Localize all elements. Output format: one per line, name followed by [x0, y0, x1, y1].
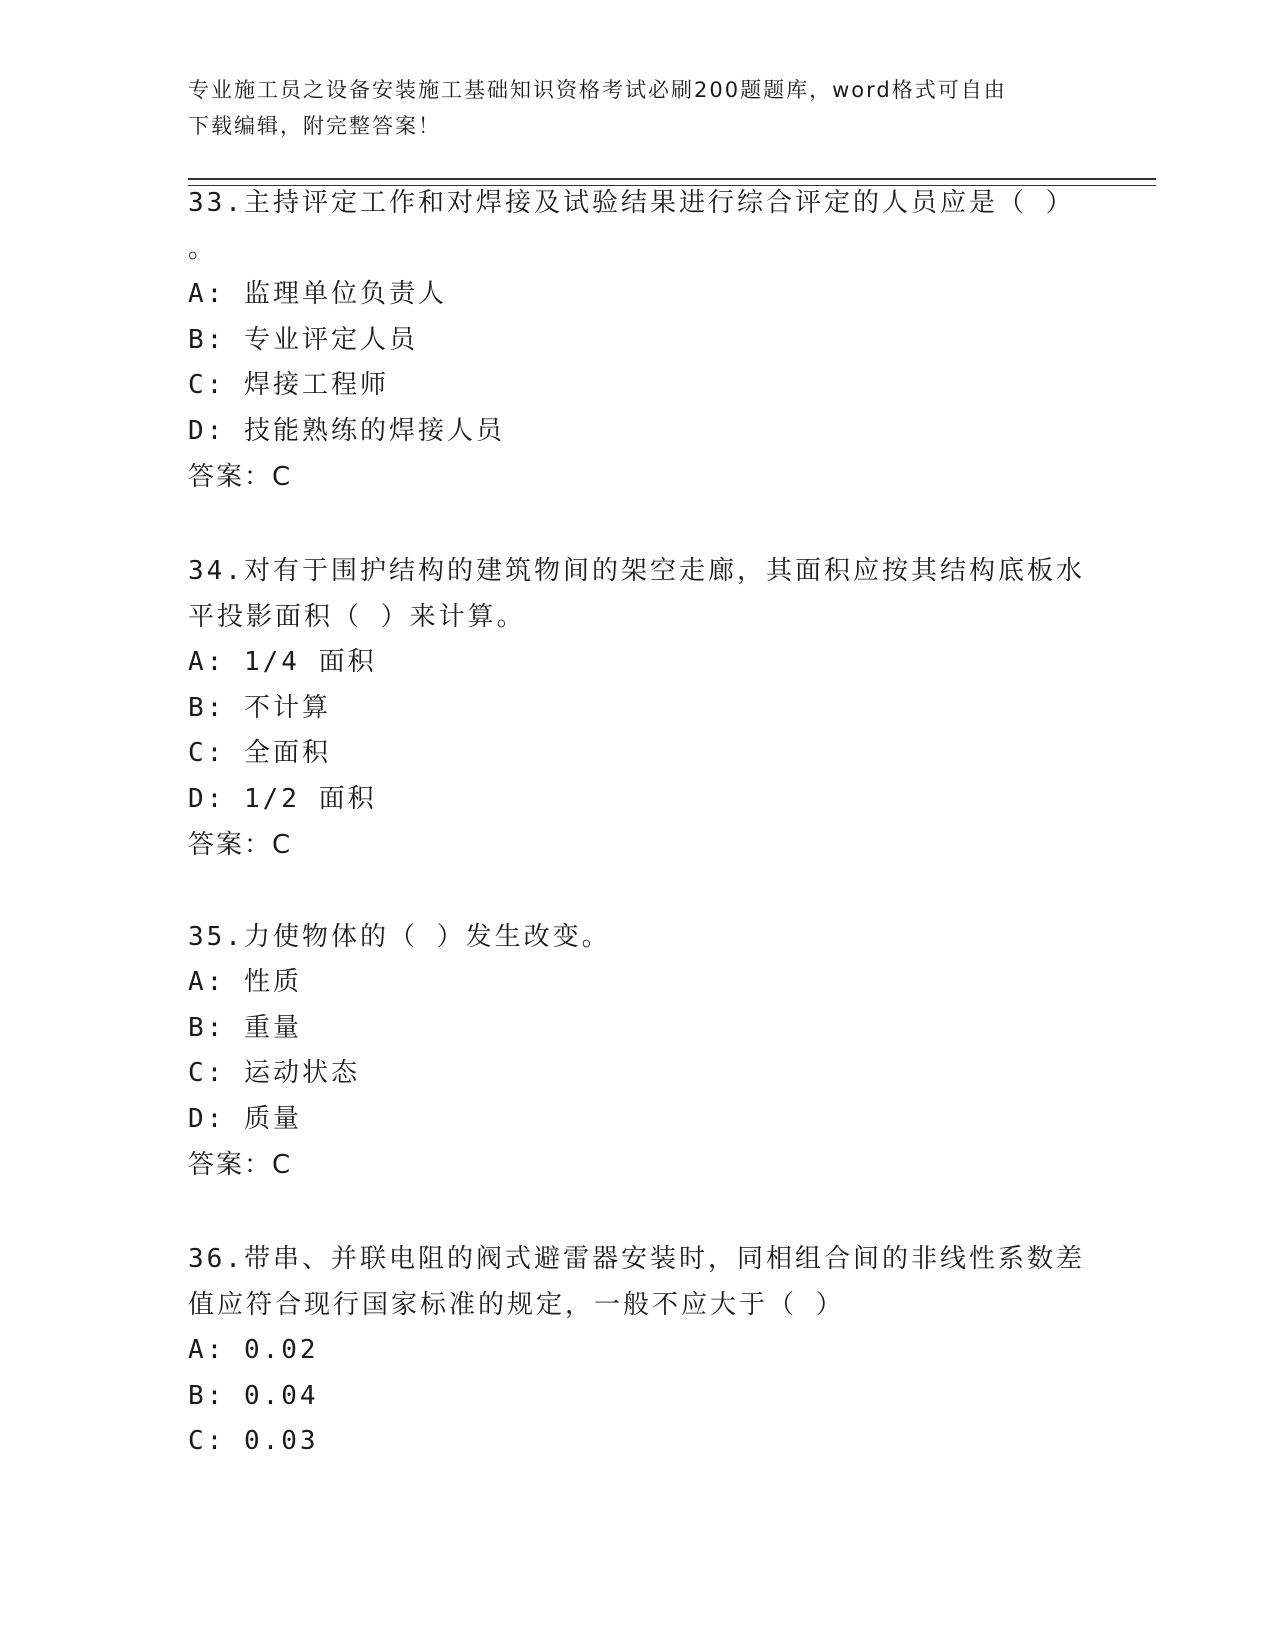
question-text: 35.力使物体的（ ）发生改变。	[188, 922, 611, 952]
answer: 答案：C	[188, 830, 293, 860]
option-a: A: 监理单位负责人	[188, 279, 447, 309]
option-a: A: 性质	[188, 967, 302, 997]
question-text: 。	[188, 234, 218, 264]
question-text: 值应符合现行国家标准的规定，一般不应大于（ ）	[188, 1290, 845, 1320]
document-header	[188, 72, 1088, 144]
header-line-2: 下载编辑，附完整答案！	[188, 114, 441, 138]
option-c: C: 0.03	[188, 1426, 319, 1456]
option-c: C: 全面积	[188, 738, 331, 768]
question-text: 33.主持评定工作和对焊接及试验结果进行综合评定的人员应是（ ）	[188, 188, 1075, 218]
option-a: A: 1/4 面积	[188, 647, 377, 677]
question-text: 34.对有于围护结构的建筑物间的架空走廊，其面积应按其结构底板水	[188, 556, 1085, 586]
question-34	[188, 548, 1088, 868]
answer: 答案：C	[188, 1150, 293, 1180]
option-a: A: 0.02	[188, 1335, 319, 1365]
option-c: C: 焊接工程师	[188, 370, 389, 400]
option-d: D: 1/2 面积	[188, 783, 377, 814]
option-b: B: 重量	[188, 1012, 302, 1043]
question-text: 平投影面积（ ）来计算。	[188, 602, 526, 632]
option-b: B: 专业评定人员	[188, 324, 418, 355]
question-36	[188, 1236, 1088, 1465]
header-line-1: 专业施工员之设备安装施工基础知识资格考试必刷200题题库，word格式可自由	[188, 78, 1007, 102]
option-d: D: 质量	[188, 1103, 302, 1134]
answer: 答案：C	[188, 462, 293, 492]
option-c: C: 运动状态	[188, 1058, 360, 1088]
question-33	[188, 180, 1088, 500]
option-b: B: 不计算	[188, 692, 331, 723]
question-35	[188, 914, 1088, 1188]
question-text: 36.带串、并联电阻的阀式避雷器安装时，同相组合间的非线性系数差	[188, 1244, 1085, 1274]
option-d: D: 技能熟练的焊接人员	[188, 415, 505, 446]
option-b: B: 0.04	[188, 1380, 319, 1411]
